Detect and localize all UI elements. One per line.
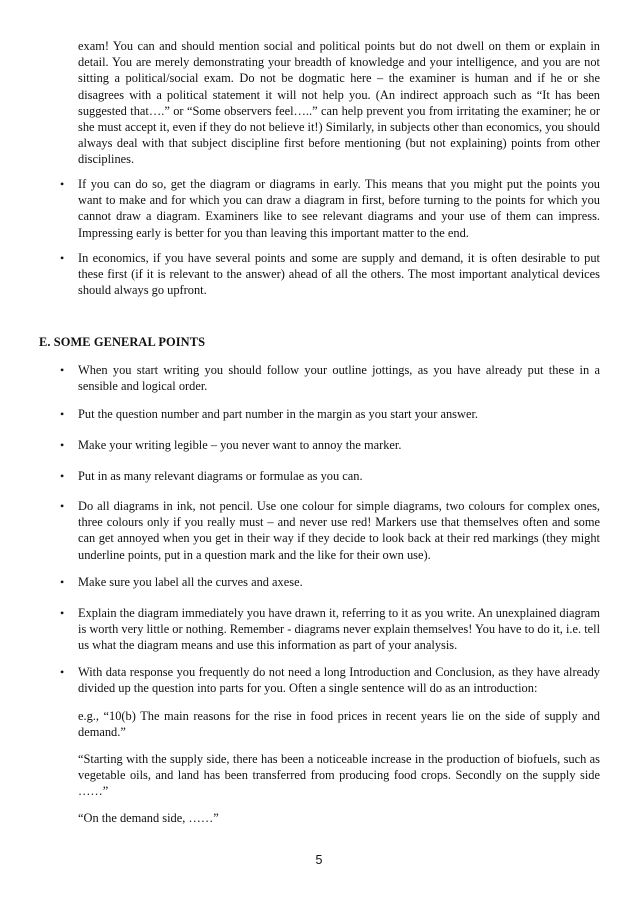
section-heading: E. SOME GENERAL POINTS	[39, 335, 206, 349]
continuation-paragraph: exam! You can and should mention social and political points but do not dwell on them or explain in detail. You are merely demonstrating your breadth of knowledge and your intelligence, and you are not sitting a political/social exam. Do not be dogmatic here – the examiner is human and if he or she disagrees with a political statement it will not help you. (An indirect approach such as “It has been suggested that….” or “Some observers feel…..” can help prevent you from irritating the examiner; he or she must accept it, even if they do not believe it!) Similarly, in subjects other than economics, you should always deal with that subject discipline first before mentioning (but not explaining) points from other disciplines.	[78, 39, 600, 167]
bullet-diagram-early: If you can do so, get the diagram or diagrams in early. This means that you might put the points you want to make and for which you can draw a diagram in first, before turning to the points for which you cannot draw a diagram. Examiners like to see relevant diagrams and your use of them can impress. Impressing early is better for you than leaving this important matter to the end.	[78, 177, 600, 240]
page-number: 5	[315, 853, 323, 867]
bullet-legible: Make your writing legible – you never want to annoy the marker.	[78, 438, 402, 452]
bullet-marker: •	[60, 606, 65, 620]
bullet-question-number: Put the question number and part number in the margin as you start your answer.	[78, 407, 478, 421]
bullet-marker: •	[60, 407, 65, 421]
bullet-marker: •	[60, 363, 65, 377]
bullet-marker: •	[60, 499, 65, 513]
bullet-marker: •	[60, 251, 65, 265]
example-paragraph: “Starting with the supply side, there has been a noticeable increase in the production of biofuels, such as vegetable oils, and land has been transferred from producing food crops. Secondly on the supply side ……”	[78, 752, 600, 799]
bullet-marker: •	[60, 469, 65, 483]
example-paragraph: “On the demand side, ……”	[78, 811, 219, 825]
bullet-marker: •	[60, 438, 65, 452]
bullet-data-response: With data response you frequently do not need a long Introduction and Conclusion, as they have already divided up the question into parts for you. Often a single sentence will do as an introduction:	[78, 665, 600, 696]
bullet-explain-diagram: Explain the diagram immediately you have drawn it, referring to it as you write. An unexplained diagram is worth very little or nothing. Remember - diagrams never explain themselves! You have to do it, i.e. tell us what the diagram means and use this information as part of your analysis.	[78, 606, 601, 653]
example-paragraph: e.g., “10(b) The main reasons for the rise in food prices in recent years lie on the side of supply and demand.”	[78, 709, 600, 740]
bullet-marker: •	[60, 177, 65, 191]
bullet-marker: •	[60, 665, 65, 679]
bullet-diagrams-formulae: Put in as many relevant diagrams or formulae as you can.	[78, 469, 363, 483]
bullet-ink-colours: Do all diagrams in ink, not pencil. Use one colour for simple diagrams, two colours for complex ones, three colours only if you really must – and never use red! Markers use that themselves often and some can get annoyed when you get in their way if they decide to look back at their red markings (they might underline points, put in a question mark and the like for their own use).	[78, 499, 600, 562]
bullet-label-curves: Make sure you label all the curves and axese.	[78, 575, 303, 589]
bullet-supply-demand-first: In economics, if you have several points and some are supply and demand, it is often desirable to put these first (if it is relevant to the answer) ahead of all the others. The most important analytical devices should always go upfront.	[78, 251, 600, 298]
bullet-marker: •	[60, 575, 65, 589]
bullet-outline-jottings: When you start writing you should follow your outline jottings, as you have already put these in a sensible and logical order.	[78, 363, 600, 394]
